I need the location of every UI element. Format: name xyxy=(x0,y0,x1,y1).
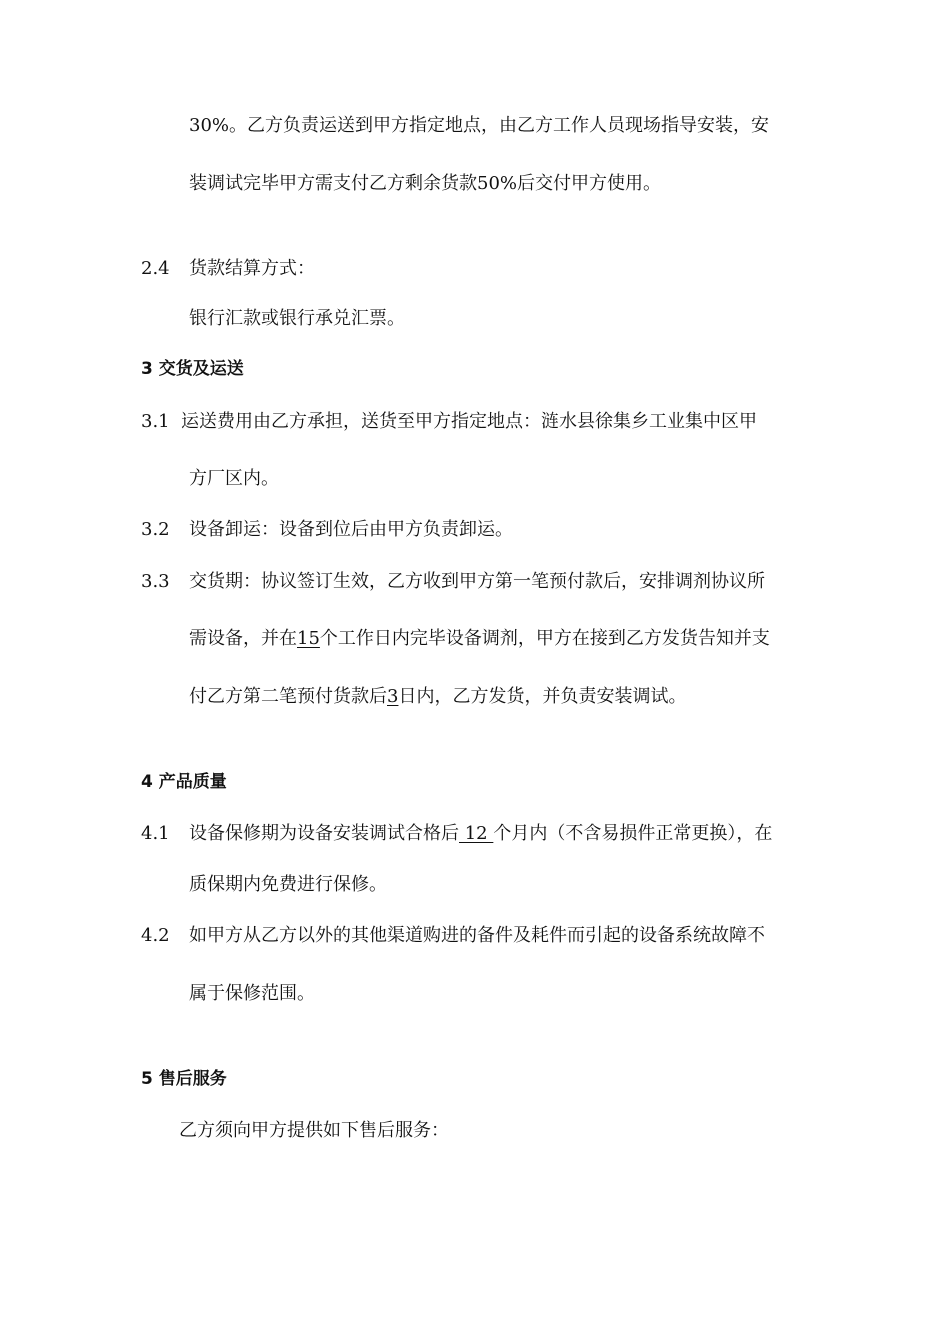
clause-number: 3.1 xyxy=(141,411,170,432)
clause-text: 质保期内免费进行保修。 xyxy=(189,874,387,895)
text-segment: 个月内（不含易损件正常更换），在 xyxy=(493,823,773,844)
clause-number: 4.2 xyxy=(141,925,170,946)
clause-text: 货款结算方式： xyxy=(189,258,315,279)
section-heading-quality: 4 产品质量 xyxy=(141,772,227,792)
clause-text: 运送费用由乙方承担，送货至甲方指定地点：涟水县徐集乡工业集中区甲 xyxy=(181,411,757,432)
clause-text xyxy=(189,627,770,651)
text-segment: 付乙方第二笔预付货款后 xyxy=(189,686,387,707)
clause-text: 如甲方从乙方以外的其他渠道购进的备件及耗件而引起的设备系统故障不 xyxy=(189,925,765,946)
filled-days-value: 3 xyxy=(387,686,399,707)
clause-number: 3.2 xyxy=(141,519,170,540)
clause-text: 设备卸运：设备到位后由甲方负责卸运。 xyxy=(189,519,513,540)
clause-text: 属于保修范围。 xyxy=(189,983,315,1004)
text-segment: 日内，乙方发货，并负责安装调试。 xyxy=(398,686,687,707)
clause-text xyxy=(189,822,772,846)
filled-days-value: 15 xyxy=(297,628,320,649)
text-segment: 设备保修期为设备安装调试合格后 xyxy=(189,823,459,844)
section-heading-delivery: 3 交货及运送 xyxy=(141,359,244,379)
filled-months-value: 12 xyxy=(459,823,494,844)
clause-text xyxy=(189,685,686,709)
clause-body: 银行汇款或银行承兑汇票。 xyxy=(189,308,405,329)
section-heading-after-sales: 5 售后服务 xyxy=(141,1069,227,1089)
clause-number: 3.3 xyxy=(141,571,170,592)
clause-number: 4.1 xyxy=(141,823,170,844)
text-segment: 个工作日内完毕设备调剂，甲方在接到乙方发货告知并支 xyxy=(319,628,770,649)
clause-number: 2.4 xyxy=(141,258,170,279)
paragraph-line: 装调试完毕甲方需支付乙方剩余货款50%后交付甲方使用。 xyxy=(189,173,662,194)
paragraph-line: 乙方须向甲方提供如下售后服务： xyxy=(179,1120,449,1141)
clause-text: 方厂区内。 xyxy=(189,468,279,489)
clause-text: 交货期：协议签订生效，乙方收到甲方第一笔预付款后，安排调剂协议所 xyxy=(189,571,765,592)
text-segment: 需设备，并在 xyxy=(189,628,297,649)
paragraph-line: 30%。乙方负责运送到甲方指定地点，由乙方工作人员现场指导安装，安 xyxy=(189,115,770,136)
